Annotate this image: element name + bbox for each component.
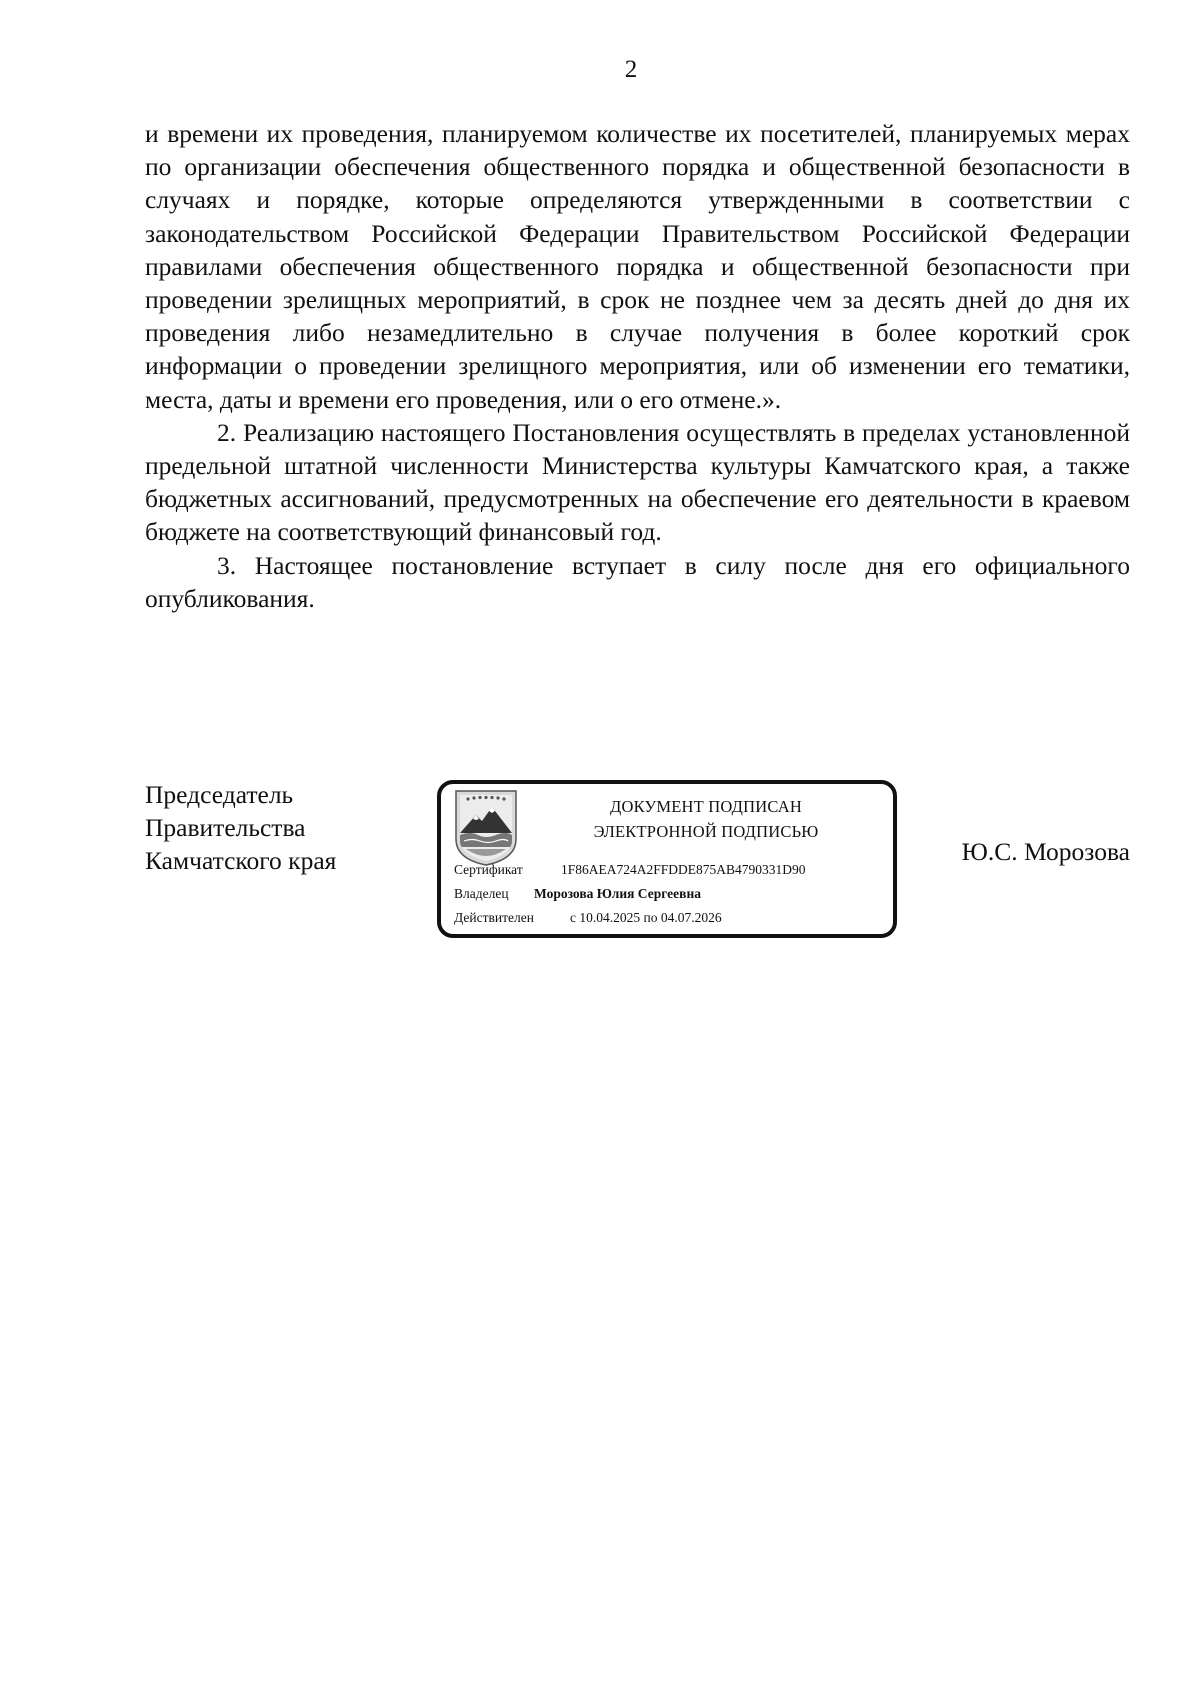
paragraph-2: 2. Реализацию настоящего Постановления осуществлять в пределах установленной предельной штатной численности Министерства культуры Камчатского края, а также бюджетных ассигнований, предусмотренных на обеспечение его деятельности в краевом бюджете на соответствующий финансовый год. <box>145 417 1130 547</box>
stamp-certificate-row <box>454 862 806 878</box>
certificate-label: Сертификат <box>454 862 523 877</box>
document-body <box>145 117 1130 615</box>
signer-position <box>145 778 336 877</box>
page-number: 2 <box>624 56 638 83</box>
paragraph-1: и времени их проведения, планируемом количестве их посетителей, планируемых мерах по организации обеспечения общественного порядка и общественной безопасности в случаях и порядке, которые определяются утвержденными в соответствии с законодательством Российской Федерации Правительством Российской Федерации правилами обеспечения общественного порядка и общественной безопасности при проведении зрелищных мероприятий, в срок не позднее чем за десять дней до дня их проведения либо незамедлительно в случае получения в более короткий срок информации о проведении зрелищного мероприятия, или об изменении его тематики, места, даты и времени его проведения, или о его отмене.». <box>145 119 1130 414</box>
owner-label: Владелец <box>454 886 509 901</box>
validity-value: с 10.04.2025 по 04.07.2026 <box>570 910 722 925</box>
stamp-heading-line-1: ДОКУМЕНТ ПОДПИСАН <box>610 797 802 816</box>
stamp-heading <box>541 794 871 844</box>
signer-position-line-3: Камчатского края <box>145 846 337 875</box>
certificate-value: 1F86AEA724A2FFDDE875AB4790331D90 <box>561 862 806 877</box>
kamchatka-coat-of-arms-icon <box>454 789 518 867</box>
paragraph-3: 3. Настоящее постановление вступает в силу после дня его официального опубликования. <box>145 550 1130 613</box>
validity-label: Действителен <box>454 910 534 925</box>
stamp-validity-row <box>454 910 722 926</box>
stamp-owner-row <box>454 886 701 902</box>
signer-name: Ю.С. Морозова <box>961 837 1130 866</box>
owner-value: Морозова Юлия Сергеевна <box>534 886 701 901</box>
signer-position-line-2: Правительства <box>145 813 306 842</box>
stamp-heading-line-2: ЭЛЕКТРОННОЙ ПОДПИСЬЮ <box>593 822 819 841</box>
signer-position-line-1: Председатель <box>145 780 294 809</box>
electronic-signature-stamp <box>437 780 897 938</box>
